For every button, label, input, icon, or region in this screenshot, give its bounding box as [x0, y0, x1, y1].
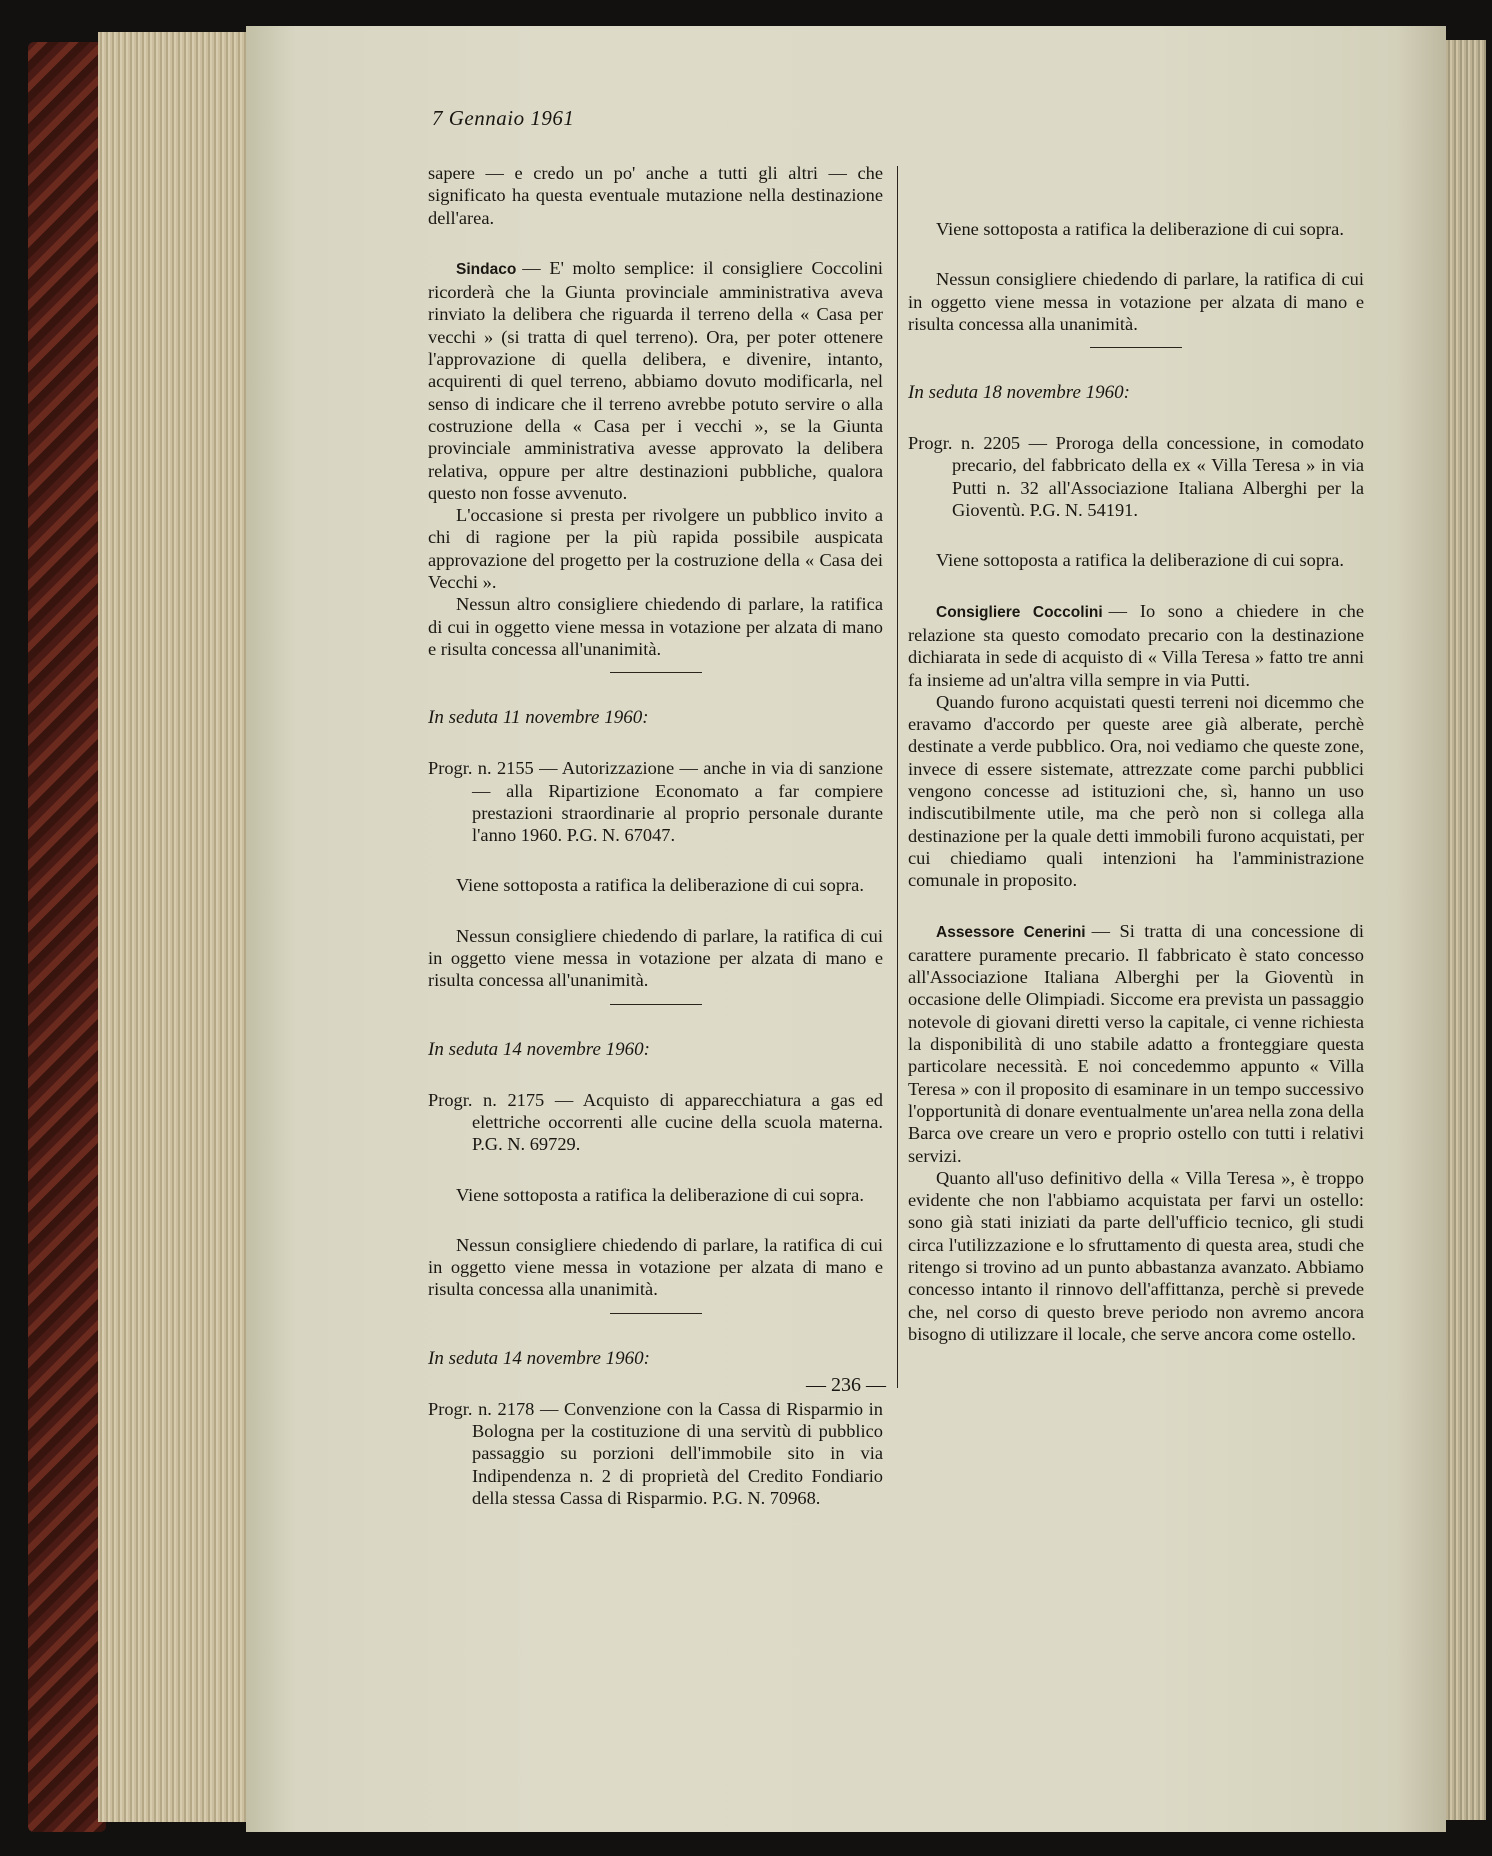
session-heading: In seduta 14 novembre 1960: — [428, 1347, 650, 1369]
speech-cenerini — [908, 920, 1364, 1167]
speaker-coccolini: Consigliere Coccolini — [936, 603, 1103, 621]
speech-text: — E' molto semplice: il consigliere Coccolini ricorderà che la Giunta provinciale amministrativa aveva rinviato la delibera che riguarda il terreno della « Casa per vecchi » (si tratta di quel terreno). Ora, per poter ottenere l'approvazione di quella delibera, e divenire, intanto, acquirenti di quel terreno, abbiamo dovuto modificarla, nel senso di indicare che il terreno avrebbe potuto servire o alla costruzione della « Casa per i vecchi », se la Giunta provinciale amministrativa avesse approvato la delibera relativa, oppure per altre destinazioni pubbliche, qualora questo non fosse avvenuto. — [428, 257, 883, 503]
document — [246, 26, 1446, 1832]
paragraph-viene: Viene sottoposta a ratifica la deliberazione di cui sopra. — [936, 219, 1344, 239]
paragraph-viene: Viene sottoposta a ratifica la deliberazione di cui sopra. — [456, 875, 864, 896]
session-heading: In seduta 14 novembre 1960: — [428, 1038, 650, 1060]
page-edges-left — [98, 32, 248, 1822]
book-binding — [28, 42, 106, 1832]
paragraph-sapere: sapere — e credo un po' anche a tutti gli altri — che significato ha questa eventuale mutazione nella destinazione dell'area. — [428, 163, 883, 228]
speaker-cenerini: Assessore Cenerini — [936, 923, 1086, 941]
paragraph-nessun: Nessun consigliere chiedendo di parlare, la ratifica di cui in oggetto viene messa in votazione per alzata di mano e risulta concessa all'unanimità. — [428, 925, 883, 991]
paragraph-nessun: Nessun consigliere chiedendo di parlare, la ratifica di cui in oggetto viene messa in votazione per alzata di mano e risulta concessa alla unanimità. — [908, 269, 1364, 334]
book-page — [246, 26, 1446, 1832]
page-number: — 236 — — [806, 1374, 886, 1396]
page-edges-right — [1440, 40, 1486, 1820]
session-heading: In seduta 18 novembre 1960: — [908, 382, 1130, 404]
paragraph-viene: Viene sottoposta a ratifica la deliberazione di cui sopra. — [456, 1184, 864, 1205]
left-column — [428, 162, 883, 1509]
right-column — [908, 162, 1364, 1345]
paragraph-nessun: Nessun consigliere chiedendo di parlare, la ratifica di cui in oggetto viene messa in votazione per alzata di mano e risulta concessa alla unanimità. — [428, 1234, 883, 1300]
progr-entry: Progr. n. 2205 — Proroga della concessione, in comodato precario, del fabbricato della ex « Villa Teresa » in via Putti n. 32 all'Associazione Italiana Alberghi per la Gioventù. P.G. N. 54191. — [908, 433, 1364, 521]
progr-entry: Progr. n. 2175 — Acquisto di apparecchiatura a gas ed elettriche occorrenti alle cucine della scuola materna. P.G. N. 69729. — [428, 1089, 883, 1155]
running-head-date: 7 Gennaio 1961 — [432, 106, 575, 130]
column-rule — [897, 166, 898, 1388]
session-heading: In seduta 11 novembre 1960: — [428, 707, 649, 729]
progr-entry: Progr. n. 2155 — Autorizzazione — anche in via di sanzione — alla Ripartizione Economato a far compiere prestazioni straordinarie al proprio personale durante l'anno 1960. P.G. N. 67047. — [428, 758, 883, 846]
speech-text: — Io sono a chiedere in che relazione sta questo comodato precario con la destinazione dichiarata in sede di acquisto di « Villa Teresa » fatto tre anni fa insieme ad un'altra villa sempre in via Putti. — [908, 600, 1364, 690]
paragraph-viene: Viene sottoposta a ratifica la deliberazione di cui sopra. — [936, 550, 1344, 571]
progr-entry: Progr. n. 2178 — Convenzione con la Cassa di Risparmio in Bologna per la costituzione di una servitù di pubblico passaggio su porzioni dell'immobile sito in via Indipendenza n. 2 di proprietà del Credito Fondiario della stessa Cassa di Risparmio. P.G. N. 70968. — [428, 1398, 883, 1508]
paragraph-quanto: Quanto all'uso definitivo della « Villa Teresa », è troppo evidente che non l'abbiamo acquistata per farvi un ostello: sono già stati iniziati da parte dell'ufficio tecnico, gli studi circa l'utilizzazione e lo sfruttamento di questa area, studi che ritengo si trovino ad un punto abbastanza avanzato. Abbiamo concesso intanto il rinnovo dell'affittanza, perchè si prevede che, nel corso di questo breve periodo non avremo ancora bisogno di utilizzare il locale, che serve ancora come ostello. — [908, 1167, 1364, 1344]
speaker-sindaco: Sindaco — [456, 260, 517, 278]
paragraph-quando: Quando furono acquistati questi terreni noi dicemmo che eravamo d'accordo per queste aree già alberate, perchè destinate a verde pubblico. Ora, noi vediamo che queste zone, invece di essere sistemate, attrezzate come parchi pubblici vengono concesse ad istituzioni che, sì, hanno un uso indiscutibilmente utile, ma che però non si collega alla destinazione per la quale detti immobili furono acquistati, per cui chiediamo quali intenzioni ha l'amministrazione comunale in proposito. — [908, 691, 1364, 891]
speech-sindaco — [428, 257, 883, 504]
paragraph-nessun-altro: Nessun altro consigliere chiedendo di parlare, la ratifica di cui in oggetto viene messa in votazione per alzata di mano e risulta concessa all'unanimità. — [428, 594, 883, 659]
speech-text: — Si tratta di una concessione di carattere puramente precario. Il fabbricato è stato concesso all'Associazione Italiana Alberghi per la Gioventù in occasione delle Olimpiadi. Siccome era prevista un passaggio notevole di giovani diretti verso la capitale, ci venne richiesta la disponibilità di uno stabile adatto a fronteggiare questa particolare necessità. E noi concedemmo appunto « Villa Teresa » con il proposito di esaminare in un tempo successivo l'opportunità di donare eventualmente un'area nella zona della Barca ove creare un vero e proprio ostello con tutti i relativi servizi. — [908, 920, 1364, 1166]
speech-coccolini — [908, 600, 1364, 691]
paragraph-occasione: L'occasione si presta per rivolgere un pubblico invito a chi di ragione per la più rapida possibile auspicata approvazione del progetto per la costruzione della « Casa dei Vecchi ». — [428, 505, 883, 593]
